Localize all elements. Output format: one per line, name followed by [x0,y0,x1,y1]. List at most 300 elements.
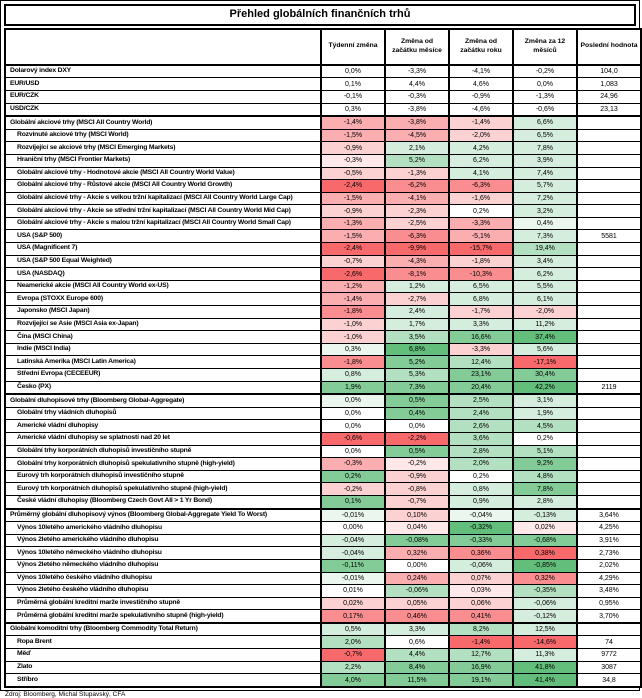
value-cell: -2,7% [385,293,449,306]
value-cell: -0,12% [513,610,577,623]
value-cell: -1,8% [321,306,385,319]
value-cell: 0,2% [449,205,513,218]
table-row [5,255,641,268]
page-title: Přehled globálních finančních trhů [4,4,636,26]
value-cell: -3,3% [449,343,513,356]
value-cell: 12,5% [513,623,577,636]
value-cell: -0,11% [321,559,385,572]
value-cell [577,343,641,356]
value-cell [577,129,641,142]
value-cell: 3,70% [577,610,641,623]
value-cell: 0,05% [385,597,449,610]
row-label: Globální trhy vládních dluhopisů [5,407,321,420]
value-cell: -0,32% [449,522,513,535]
value-cell: 3,3% [449,318,513,331]
value-cell [577,623,641,636]
value-cell: -3,8% [385,103,449,116]
value-cell: -4,1% [449,65,513,78]
value-cell: 0,24% [385,572,449,585]
value-cell: 4,2% [449,142,513,155]
table-row [5,483,641,496]
value-cell: -1,5% [321,230,385,243]
value-cell: 16,9% [449,661,513,674]
value-cell: -1,8% [449,255,513,268]
table-row [5,649,641,662]
value-cell: -0,9% [449,90,513,103]
value-cell: 0,4% [513,217,577,230]
value-cell: 4,6% [449,78,513,91]
value-cell: 5,3% [385,369,449,382]
value-cell: -1,0% [321,318,385,331]
row-label: Výnos 10letého českého vládního dluhopisu [5,572,321,585]
value-cell: -8,1% [385,268,449,281]
value-cell: 11,2% [513,318,577,331]
table-row [5,445,641,458]
table-row [5,103,641,116]
value-cell: 2,5% [449,394,513,407]
value-cell: 1,7% [385,318,449,331]
value-cell [577,432,641,445]
value-cell: -4,1% [385,192,449,205]
value-cell: 0,2% [513,432,577,445]
table-row [5,407,641,420]
column-header: Změna od začátku měsíce [385,29,449,65]
row-label: Průměrná globální kreditní marže investičního stupně [5,597,321,610]
value-cell: 0,0% [513,78,577,91]
column-header: Změna od začátku roku [449,29,513,65]
table-row [5,142,641,155]
row-label: Globální komoditní trhy (Bloomberg Commodity Total Return) [5,623,321,636]
value-cell: 11,5% [385,674,449,687]
value-cell: -4,5% [385,129,449,142]
value-cell: 0,0% [321,394,385,407]
table-row [5,90,641,103]
row-label: Globální trhy korporátních dluhopisů investičního stupně [5,445,321,458]
row-label: Globální trhy korporátních dluhopisů spekulativního stupně (high-yield) [5,458,321,471]
value-cell: 8,2% [449,623,513,636]
row-label: Globální dluhopisové trhy (Bloomberg Global-Aggregate) [5,394,321,407]
row-label: Rozvíjející se Asie (MSCI Asia ex-Japan) [5,318,321,331]
value-cell: -0,8% [385,483,449,496]
value-cell: 6,5% [513,129,577,142]
row-label: USA (Magnificent 7) [5,243,321,256]
value-cell [577,306,641,319]
value-cell: 0,95% [577,597,641,610]
source-note: Zdroj: Bloomberg, Michal Stupavský, CFA [5,690,126,698]
row-label: Výnos 2letého německého vládního dluhopisu [5,559,321,572]
value-cell: 0,02% [513,522,577,535]
value-cell: 41,4% [513,674,577,687]
value-cell: 9,2% [513,458,577,471]
row-label: Střední Evropa (CECEEUR) [5,369,321,382]
value-cell: 0,0% [321,65,385,78]
value-cell: 0,5% [321,623,385,636]
value-cell: 4,4% [385,649,449,662]
table-row [5,585,641,598]
value-cell [577,445,641,458]
row-label: Rozvinuté akciové trhy (MSCI World) [5,129,321,142]
value-cell: -0,85% [513,559,577,572]
value-cell: 23,13 [577,103,641,116]
table-row [5,623,641,636]
row-label: Globální akciové trhy (MSCI All Country World) [5,116,321,129]
value-cell: -1,4% [449,116,513,129]
value-cell: -1,5% [321,129,385,142]
value-cell [577,331,641,344]
value-cell: -1,3% [513,90,577,103]
table-row [5,192,641,205]
value-cell: 23,1% [449,369,513,382]
value-cell: 0,03% [449,585,513,598]
value-cell: 0,0% [321,407,385,420]
value-cell: 2119 [577,381,641,394]
value-cell: -0,68% [513,534,577,547]
value-cell: -1,2% [321,280,385,293]
row-label: Globální akciové trhy - Akcie se střední tržní kapitalizací (MSCI All Country World Mid Cap) [5,205,321,218]
value-cell: -0,01% [321,572,385,585]
table-row [5,280,641,293]
value-cell: 7,2% [513,192,577,205]
table-row [5,559,641,572]
table-row [5,636,641,649]
value-cell [577,217,641,230]
value-cell: -0,08% [385,534,449,547]
table-row [5,343,641,356]
value-cell [577,356,641,369]
value-cell: -9,9% [385,243,449,256]
value-cell: 0,46% [385,610,449,623]
value-cell: -0,33% [449,534,513,547]
value-cell: -4,3% [385,255,449,268]
row-label: USA (S&P 500) [5,230,321,243]
table-row [5,572,641,585]
value-cell: 12,7% [449,649,513,662]
value-cell: 2,8% [513,495,577,508]
value-cell [577,420,641,433]
value-cell: 1,9% [321,381,385,394]
value-cell: 2,73% [577,547,641,560]
value-cell: 7,8% [513,142,577,155]
value-cell: -0,5% [321,167,385,180]
value-cell: -2,5% [385,217,449,230]
value-cell [577,180,641,193]
value-cell: 6,6% [513,116,577,129]
value-cell: -0,13% [513,509,577,522]
value-cell: -0,06% [449,559,513,572]
column-header: Změna za 12 měsíců [513,29,577,65]
value-cell: -2,2% [385,432,449,445]
value-cell: 0,0% [385,420,449,433]
value-cell: -0,6% [321,432,385,445]
value-cell: 0,8% [321,369,385,382]
value-cell: 3,5% [385,331,449,344]
value-cell: -0,1% [321,90,385,103]
value-cell: 11,3% [513,649,577,662]
row-label: Zlato [5,661,321,674]
value-cell: 0,3% [321,343,385,356]
value-cell: 1,2% [385,280,449,293]
row-label: Rozvíjející se akciové trhy (MSCI Emerging Markets) [5,142,321,155]
value-cell: 0,2% [321,470,385,483]
table-row [5,369,641,382]
value-cell: 34,8 [577,674,641,687]
value-cell: 0,6% [385,636,449,649]
value-cell: 7,4% [513,167,577,180]
value-cell: 5,1% [513,445,577,458]
table-row [5,495,641,508]
value-cell: 20,4% [449,381,513,394]
row-label: Eurový trh korporátních dluhopisů investičního stupně [5,470,321,483]
value-cell: -1,3% [385,167,449,180]
value-cell: 0,0% [321,445,385,458]
table-row [5,154,641,167]
value-cell: 74 [577,636,641,649]
value-cell: -1,4% [321,116,385,129]
value-cell: 6,5% [449,280,513,293]
table-row [5,458,641,471]
row-label: Čína (MSCI China) [5,331,321,344]
value-cell [577,293,641,306]
value-cell: 0,9% [449,495,513,508]
row-label: Výnos 2letého amerického vládního dluhopisu [5,534,321,547]
value-cell: 3,3% [385,623,449,636]
value-cell: 104,0 [577,65,641,78]
value-cell: 5581 [577,230,641,243]
value-cell: 0,1% [321,495,385,508]
value-cell: 6,8% [385,343,449,356]
row-label: USD/CZK [5,103,321,116]
value-cell: -3,8% [385,116,449,129]
table-row [5,534,641,547]
value-cell: -0,04% [449,509,513,522]
value-cell: 2,8% [449,445,513,458]
row-label: Eurový trh korporátních dluhopisů spekulativního stupně (high-yield) [5,483,321,496]
value-cell: 6,8% [449,293,513,306]
value-cell: 2,4% [449,407,513,420]
value-cell: -3,3% [385,65,449,78]
value-cell: 5,2% [385,154,449,167]
row-label: Japonsko (MSCI Japan) [5,306,321,319]
value-cell: 3,91% [577,534,641,547]
value-cell: 0,00% [385,559,449,572]
value-cell: 0,41% [449,610,513,623]
value-cell: 2,1% [385,142,449,155]
row-label: Neamerické akcie (MSCI All Country World ex-US) [5,280,321,293]
row-label: EUR/CZK [5,90,321,103]
value-cell: -2,6% [321,268,385,281]
value-cell: 3,1% [513,394,577,407]
row-label: Výnos 10letého německého vládního dluhopisu [5,547,321,560]
value-cell: -0,04% [321,547,385,560]
value-cell: 0,32% [385,547,449,560]
column-header-row [5,29,641,65]
value-cell: -6,3% [385,230,449,243]
value-cell: 3,64% [577,509,641,522]
value-cell: -1,4% [449,636,513,649]
value-cell: 4,5% [513,420,577,433]
value-cell: -6,2% [385,180,449,193]
value-cell: -10,3% [449,268,513,281]
value-cell: 12,4% [449,356,513,369]
value-cell: 42,2% [513,381,577,394]
value-cell [577,142,641,155]
value-cell [577,394,641,407]
value-cell: -0,9% [321,205,385,218]
row-label: Měď [5,649,321,662]
value-cell: 0,3% [321,103,385,116]
table-row [5,356,641,369]
value-cell: 19,1% [449,674,513,687]
value-cell [577,243,641,256]
column-header: Poslední hodnota [577,29,641,65]
value-cell: -3,3% [449,217,513,230]
value-cell: -1,6% [449,192,513,205]
value-cell: 2,02% [577,559,641,572]
value-cell: -2,0% [449,129,513,142]
table-row [5,180,641,193]
value-cell: -0,3% [385,90,449,103]
value-cell: 0,07% [449,572,513,585]
value-cell: 0,1% [321,78,385,91]
row-label: Globální akciové trhy - Hodnotové akcie (MSCI All Country World Value) [5,167,321,180]
table-row [5,293,641,306]
value-cell: -2,4% [321,180,385,193]
row-label: Průměrný globální dluhopisový výnos (Bloomberg Global-Aggregate Yield To Worst) [5,509,321,522]
value-cell: -6,3% [449,180,513,193]
value-cell: -2,0% [513,306,577,319]
row-label: Česko (PX) [5,381,321,394]
value-cell: -0,3% [321,458,385,471]
markets-table [4,28,642,688]
value-cell: -0,7% [321,255,385,268]
row-label: Průměrná globální kreditní marže spekulativního stupně (high-yield) [5,610,321,623]
value-cell: 0,02% [321,597,385,610]
value-cell: -1,7% [449,306,513,319]
value-cell: 0,2% [449,470,513,483]
table-row [5,205,641,218]
table-header [5,29,641,65]
value-cell: 4,8% [513,470,577,483]
row-label: EUR/USD [5,78,321,91]
value-cell: -2,4% [321,243,385,256]
value-cell: 5,2% [385,356,449,369]
value-cell: 0,04% [385,522,449,535]
value-cell: 3087 [577,661,641,674]
value-cell: 0,01% [321,585,385,598]
row-label: USA (S&P 500 Equal Weighted) [5,255,321,268]
value-cell: 6,2% [449,154,513,167]
value-cell [577,154,641,167]
value-cell: 19,4% [513,243,577,256]
value-cell: -0,04% [321,534,385,547]
row-label: Ropa Brent [5,636,321,649]
table-row [5,661,641,674]
value-cell [577,205,641,218]
value-cell: 0,32% [513,572,577,585]
value-cell: 5,6% [513,343,577,356]
value-cell: -1,5% [321,192,385,205]
value-cell: 0,00% [321,522,385,535]
value-cell: 2,0% [449,458,513,471]
value-cell: 7,8% [513,483,577,496]
table-row [5,243,641,256]
table-row [5,470,641,483]
value-cell: 3,9% [513,154,577,167]
value-cell: 0,36% [449,547,513,560]
value-cell: -0,06% [513,597,577,610]
row-label: Evropa (STOXX Europe 600) [5,293,321,306]
value-cell: 2,2% [321,661,385,674]
value-cell [577,407,641,420]
table-row [5,230,641,243]
row-label: Dolarový index DXY [5,65,321,78]
value-cell: 16,6% [449,331,513,344]
value-cell: -0,3% [321,154,385,167]
value-cell: 0,5% [385,445,449,458]
value-cell [577,483,641,496]
table-row [5,381,641,394]
value-cell: 0,38% [513,547,577,560]
table-row [5,420,641,433]
value-cell: 6,2% [513,268,577,281]
value-cell: 1,083 [577,78,641,91]
row-label: Globální akciové trhy - Růstové akcie (MSCI All Country World Growth) [5,180,321,193]
value-cell: 9772 [577,649,641,662]
table-row [5,597,641,610]
value-cell [577,192,641,205]
row-label: Výnos 2letého českého vládního dluhopisu [5,585,321,598]
value-cell: 1,9% [513,407,577,420]
value-cell: 0,8% [449,483,513,496]
value-cell: 4,1% [449,167,513,180]
value-cell: -1,0% [321,331,385,344]
table-row [5,547,641,560]
value-cell: 3,48% [577,585,641,598]
value-cell: 8,4% [385,661,449,674]
value-cell: 5,7% [513,180,577,193]
value-cell: -0,7% [321,649,385,662]
row-label: Stříbro [5,674,321,687]
value-cell: 4,4% [385,78,449,91]
row-label: Americké vládní dluhopisy [5,420,321,433]
value-cell: -15,7% [449,243,513,256]
value-cell [577,318,641,331]
value-cell [577,458,641,471]
value-cell: 3,6% [449,432,513,445]
value-cell: 0,10% [385,509,449,522]
value-cell [577,255,641,268]
table-row [5,306,641,319]
table-row [5,318,641,331]
row-label: Americké vládní dluhopisy se splatností nad 20 let [5,432,321,445]
value-cell: 0,06% [449,597,513,610]
value-cell: -0,2% [513,65,577,78]
table-row [5,509,641,522]
value-cell: -0,2% [321,483,385,496]
table-row [5,522,641,535]
value-cell: 2,4% [385,306,449,319]
value-cell: -0,9% [385,470,449,483]
value-cell: -0,06% [385,585,449,598]
value-cell: -1,8% [321,356,385,369]
table-row [5,674,641,687]
value-cell: 6,1% [513,293,577,306]
corner-cell [5,29,321,65]
value-cell: 3,2% [513,205,577,218]
table-row [5,331,641,344]
value-cell: -0,9% [321,142,385,155]
value-cell: -2,3% [385,205,449,218]
